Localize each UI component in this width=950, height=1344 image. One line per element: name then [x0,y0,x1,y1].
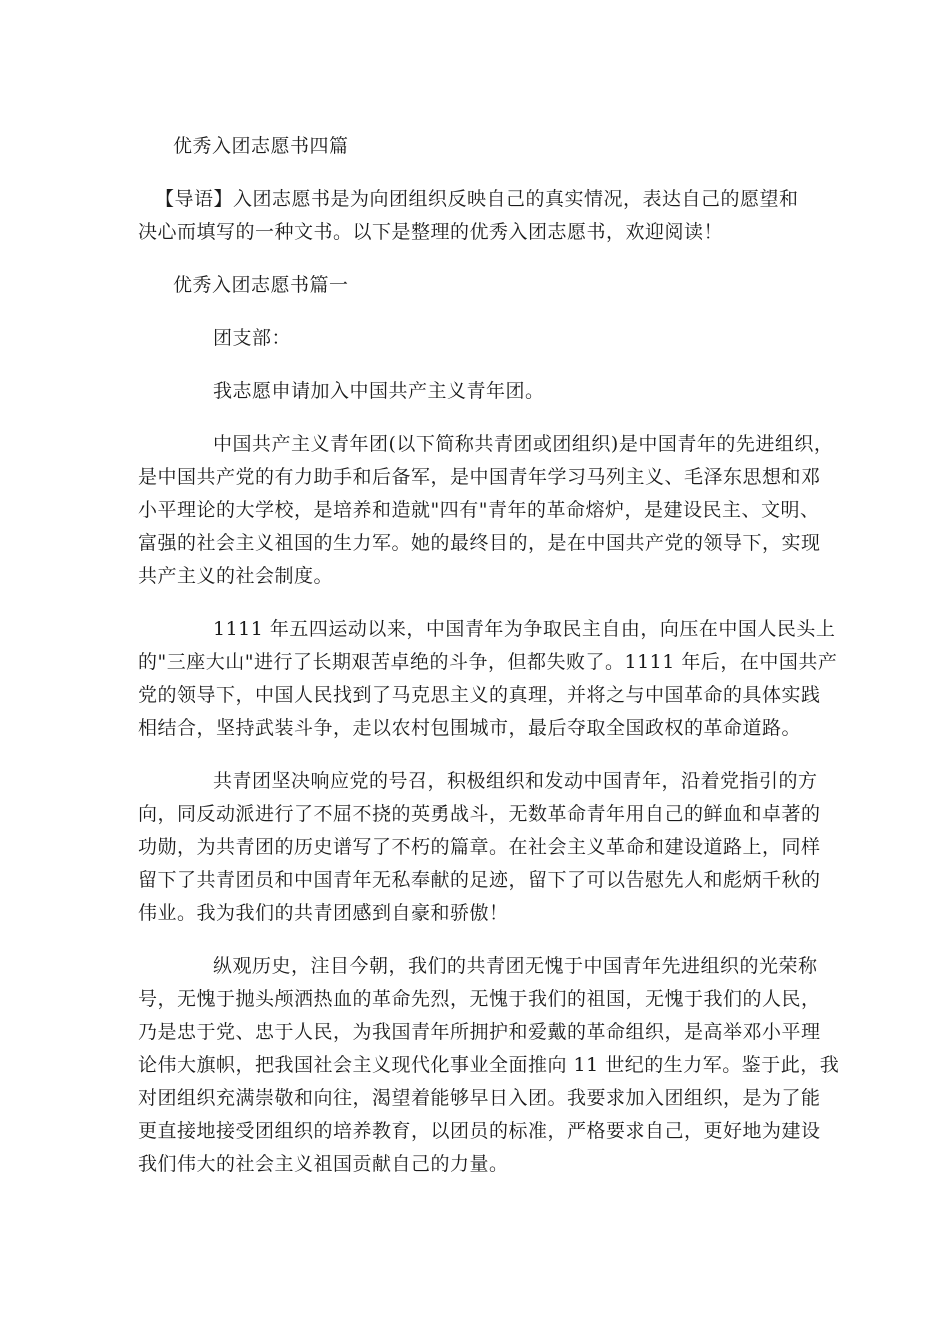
section-heading: 优秀入团志愿书篇一 [173,274,349,296]
paragraph-line: 相结合，坚持武装斗争，走以农村包围城市，最后夺取全国政权的革命道路。 [138,717,802,739]
body-paragraph-1 [138,375,814,408]
body-paragraph-2 [138,428,834,593]
paragraph-line: 共产主义的社会制度。 [138,565,334,587]
body-paragraph-3 [138,613,838,745]
body-paragraph-4 [138,765,821,930]
intro-line: 决心而填写的一种文书。以下是整理的优秀入团志愿书，欢迎阅读！ [138,221,724,243]
paragraph-line: 留下了共青团员和中国青年无私奉献的足迹，留下了可以告慰先人和彪炳千秋的 [138,869,821,891]
paragraph-line: 更直接地接受团组织的培养教育，以团员的标准，严格要求自己，更好地为建设 [138,1120,821,1142]
body-paragraph-5 [138,950,840,1181]
paragraph-line: 我志愿申请加入中国共产主义青年团。 [213,380,545,402]
paragraph-line: 中国共产主义青年团(以下简称共青团或团组织)是中国青年的先进组织， [213,433,834,455]
paragraph-line: 纵观历史，注目今朝，我们的共青团无愧于中国青年先进组织的光荣称 [213,955,818,977]
paragraph-line: 论伟大旗帜，把我国社会主义现代化事业全面推向 11 世纪的生力军。鉴于此，我 [138,1054,840,1076]
salutation: 团支部： [213,327,292,349]
paragraph-line: 1111 年五四运动以来，中国青年为争取民主自由，向压在中国人民头上 [213,618,836,640]
paragraph-line: 共青团坚决响应党的号召，积极组织和发动中国青年，沿着党指引的方 [213,770,818,792]
paragraph-line: 富强的社会主义祖国的生力军。她的最终目的，是在中国共产党的领导下，实现 [138,532,821,554]
paragraph-line: 是中国共产党的有力助手和后备军，是中国青年学习马列主义、毛泽东思想和邓 [138,466,821,488]
paragraph-line: 小平理论的大学校，是培养和造就"四有"青年的革命熔炉，是建设民主、文明、 [138,499,820,521]
intro-line: 【导语】入团志愿书是为向团组织反映自己的真实情况，表达自己的愿望和 [155,188,799,210]
paragraph-line: 伟业。我为我们的共青团感到自豪和骄傲！ [138,902,509,924]
document-title: 优秀入团志愿书四篇 [173,135,349,157]
paragraph-line: 功勋，为共青团的历史谱写了不朽的篇章。在社会主义革命和建设道路上，同样 [138,836,821,858]
paragraph-line: 党的领导下，中国人民找到了马克思主义的真理，并将之与中国革命的具体实践 [138,684,821,706]
paragraph-line: 的"三座大山"进行了长期艰苦卓绝的斗争，但都失败了。1111 年后，在中国共产 [138,651,838,673]
paragraph-line: 我们伟大的社会主义祖国贡献自己的力量。 [138,1153,509,1175]
intro-paragraph [138,183,814,249]
paragraph-line: 号，无愧于抛头颅洒热血的革命先烈，无愧于我们的祖国，无愧于我们的人民， [138,988,821,1010]
paragraph-line: 对团组织充满崇敬和向往，渴望着能够早日入团。我要求加入团组织，是为了能 [138,1087,821,1109]
document-body [138,130,840,1201]
paragraph-line: 向，同反动派进行了不屈不挠的英勇战斗，无数革命青年用自己的鲜血和卓著的 [138,803,821,825]
paragraph-line: 乃是忠于党、忠于人民，为我国青年所拥护和爱戴的革命组织，是高举邓小平理 [138,1021,821,1043]
